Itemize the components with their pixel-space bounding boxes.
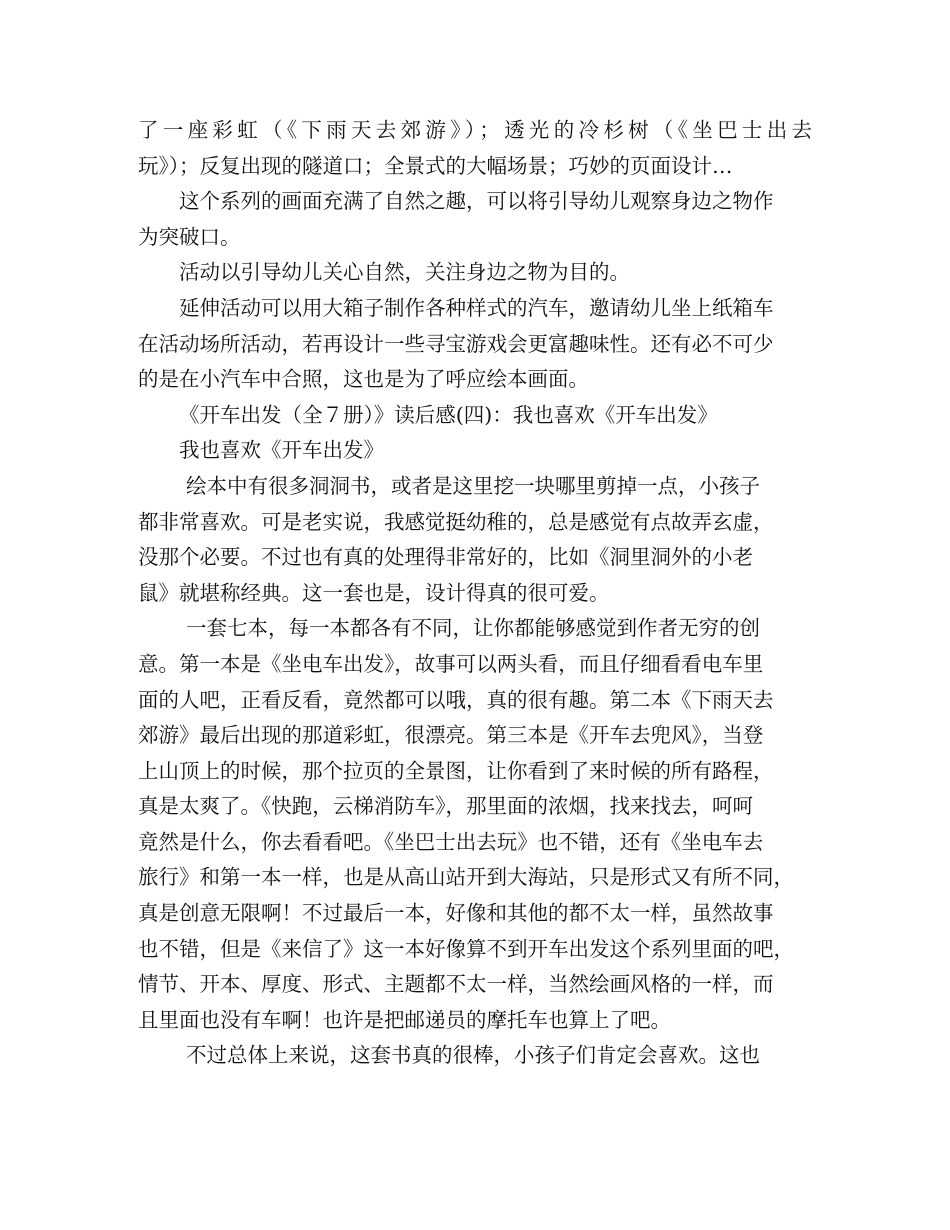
text-line: 且里面也没有车啊！也许是把邮递员的摩托车也算上了吧。 [138,1007,671,1032]
article-title: 我也喜欢《开车出发》 [179,438,384,463]
text-line: 也不错，但是《来信了》这一本好像算不到开车出发这个系列里面的吧， [138,936,794,961]
paragraph-start-line: 不过总体上来说，这套书真的很棒，小孩子们肯定会喜欢。这也 [186,1043,760,1068]
section-heading: 《开车出发（全７册）》读后感(四)：我也喜欢《开车出发》 [179,402,718,427]
text-line: 旅行》和第一本一样，也是从高山站开到大海站，只是形式又有所不同， [138,865,794,890]
text-line: 都非常喜欢。可是老实说，我感觉挺幼稚的，总是感觉有点故弄玄虚， [138,509,774,534]
text-line: 真是创意无限啊！不过最后一本，好像和其他的都不太一样，虽然故事 [138,901,774,926]
text-line: 在活动场所活动，若再设计一些寻宝游戏会更富趣味性。还有必不可少 [138,331,774,356]
text-line: 玩》）；反复出现的隧道口；全景式的大幅场景；巧妙的页面设计… [138,153,733,178]
text-line: 郊游》最后出现的那道彩虹，很漂亮。第三本是《开车去兜风》，当登 [138,723,764,748]
text-line: 了一座彩虹（《下雨天去郊游》）；透光的冷杉树（《坐巴士出去 [138,118,812,142]
text-line: 为突破口。 [138,224,241,249]
text-line: 的是在小汽车中合照，这也是为了呼应绘本画面。 [138,367,589,392]
paragraph-start-line: 这个系列的画面充满了自然之趣，可以将引导幼儿观察身边之物作 [179,189,774,214]
paragraph-start-line: 绘本中有很多洞洞书，或者是这里挖一块哪里剪掉一点，小孩子 [186,473,760,498]
text-line: 竟然是什么，你去看看吧。《坐巴士出去玩》也不错，还有《坐电车去 [138,829,764,854]
text-line: 真是太爽了。《快跑，云梯消防车》，那里面的浓烟，找来找去，呵呵 [138,794,753,819]
document-body [138,113,828,1074]
text-line: 鼠》就堪称经典。这一套也是，设计得真的很可爱。 [138,580,610,605]
text-line: 意。第一本是《坐电车出发》，故事可以两头看，而且仔细看看电车里 [138,651,764,676]
text-line: 没那个必要。不过也有真的处理得非常好的，比如《洞里洞外的小老 [138,545,753,570]
text-line: 情节、开本、厚度、形式、主题都不太一样，当然绘画风格的一样，而 [138,972,774,997]
paragraph-start-line: 延伸活动可以用大箱子制作各种样式的汽车，邀请幼儿坐上纸箱车 [179,295,774,320]
paragraph-start-line: 活动以引导幼儿关心自然，关注身边之物为目的。 [179,260,630,285]
text-line: 面的人吧，正看反看，竟然都可以哦，真的很有趣。第二本《下雨天去 [138,687,774,712]
paragraph-start-line: 一套七本，每一本都各有不同，让你都能够感觉到作者无穷的创 [186,616,760,641]
text-line: 上山顶上的时候，那个拉页的全景图，让你看到了来时候的所有路程， [138,758,774,783]
